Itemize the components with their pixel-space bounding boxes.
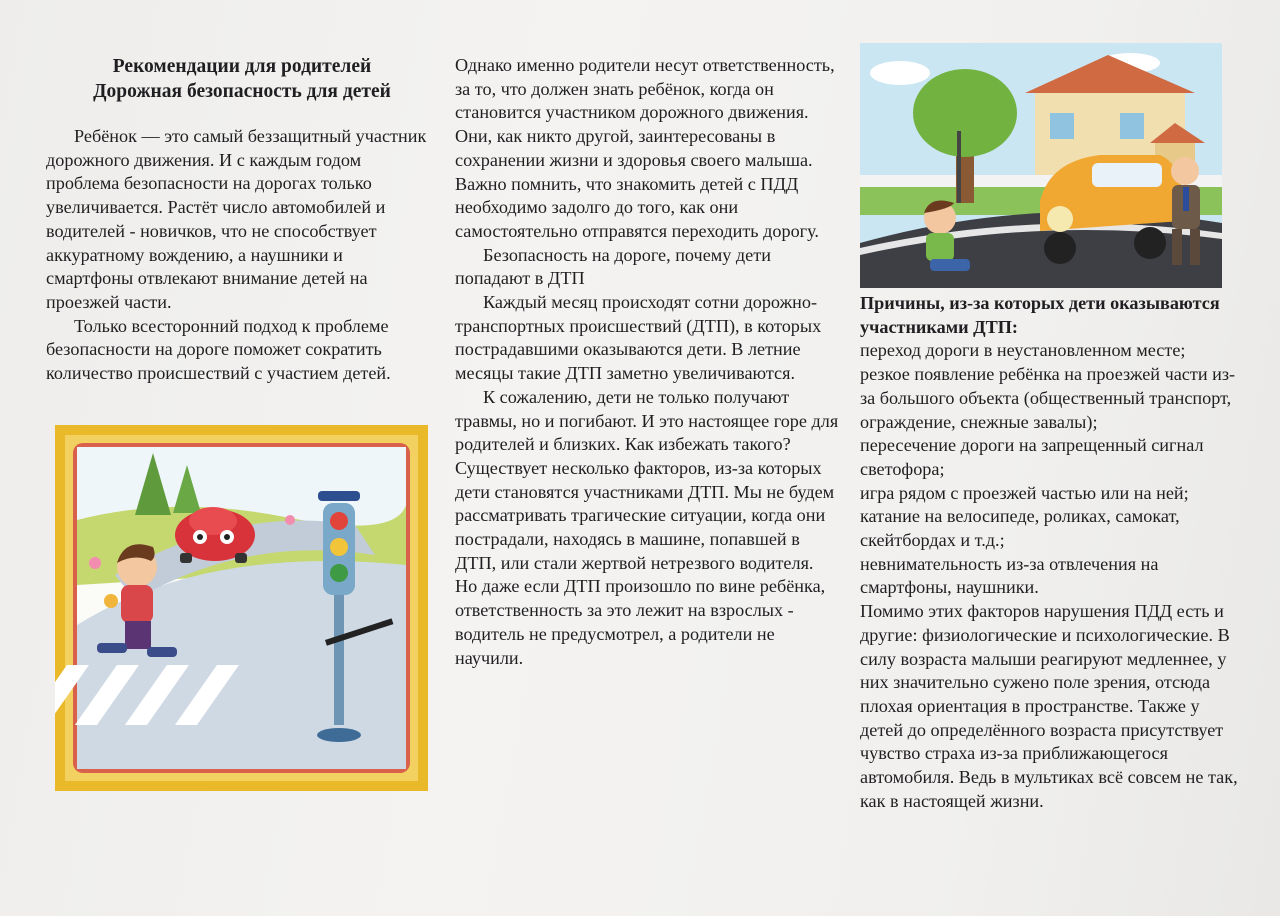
crosswalk-illustration [55, 425, 428, 791]
paragraph: К сожалению, дети не только получают травмы, но и погибают. И это настоящее горе для родителей и близких. Как избежать такого? Существует несколько факторов, из-за которых дети становятся участниками ДТП. Мы не будем рассматривать трагические ситуации, когда они пострадали, находясь в машине, попавшей в ДТП, или стали жертвой нетрезвого водителя. Но даже если ДТП произошло по вине ребёнка, ответственность за это лежит на взрослых - водитель не предусмотрел, а родители не научили. [455, 386, 839, 668]
cause-item: переход дороги в неустановленном месте; [860, 340, 1186, 361]
cause-item: игра рядом с проезжей частью или на ней; [860, 482, 1189, 503]
cause-item: резкое появление ребёнка на проезжей части из-за большого объекта (общественный транспорт, ограждение, снежные завалы); [860, 364, 1236, 432]
title-line-1: Рекомендации для родителей [112, 56, 372, 77]
column-1 [46, 54, 430, 386]
closing-paragraph: Помимо этих факторов нарушения ПДД есть и другие: физиологические и психологические. В силу возраста малыши реагируют медленнее, у них значительно сужено поле зрения, отсюда плохая ориентация в пространстве. Также у детей до определённого возраста присутствует чувство страха из-за приближающегося автомобиля. Ведь в мультиках всё совсем не так, как в настоящей жизни. [860, 601, 1238, 811]
paragraph: Ребёнок — это самый беззащитный участник дорожного движения. И с каждым годом проблема безопасности на дорогах только увеличивается. Растёт число автомобилей и водителей - новичков, что не способствует аккуратному вождению, а наушники и смартфоны отвлекают внимание детей на проезжей части. [46, 126, 427, 312]
paragraph: Каждый месяц происходят сотни дорожно-транспортных происшествий (ДТП), в которых пострадавшими оказываются дети. В летние месяцы такие ДТП заметно увеличиваются. [455, 292, 822, 384]
paragraph: Безопасность на дороге, почему дети попадают в ДТП [455, 244, 771, 289]
paragraph: Однако именно родители несут ответственность, за то, что должен знать ребёнок, когда он становится участником дорожного движения. Они, как никто другой, заинтересованы в сохранении жизни и здоровья своего малыша. Важно помнить, что знакомить детей с ПДД необходимо задолго до того, как они самостоятельно отправятся переходить дорогу. [455, 55, 835, 241]
column-3 [860, 292, 1245, 813]
title-line-2: Дорожная безопасность для детей [93, 81, 391, 102]
paragraph: Только всесторонний подход к проблеме безопасности на дороге поможет сократить количество происшествий с участием детей. [46, 315, 391, 384]
cause-item: катание на велосипеде, роликах, самокат, скейтбордах и т.д.; [860, 506, 1180, 551]
cause-item: пересечение дороги на запрещенный сигнал светофора; [860, 435, 1204, 479]
column-2 [455, 54, 840, 670]
cause-item: невнимательность из-за отвлечения на смартфоны, наушники. [860, 553, 1159, 598]
page-title [54, 54, 430, 104]
accident-illustration [860, 43, 1222, 288]
causes-heading: Причины, из-за которых дети оказываются участниками ДТП: [860, 293, 1220, 337]
